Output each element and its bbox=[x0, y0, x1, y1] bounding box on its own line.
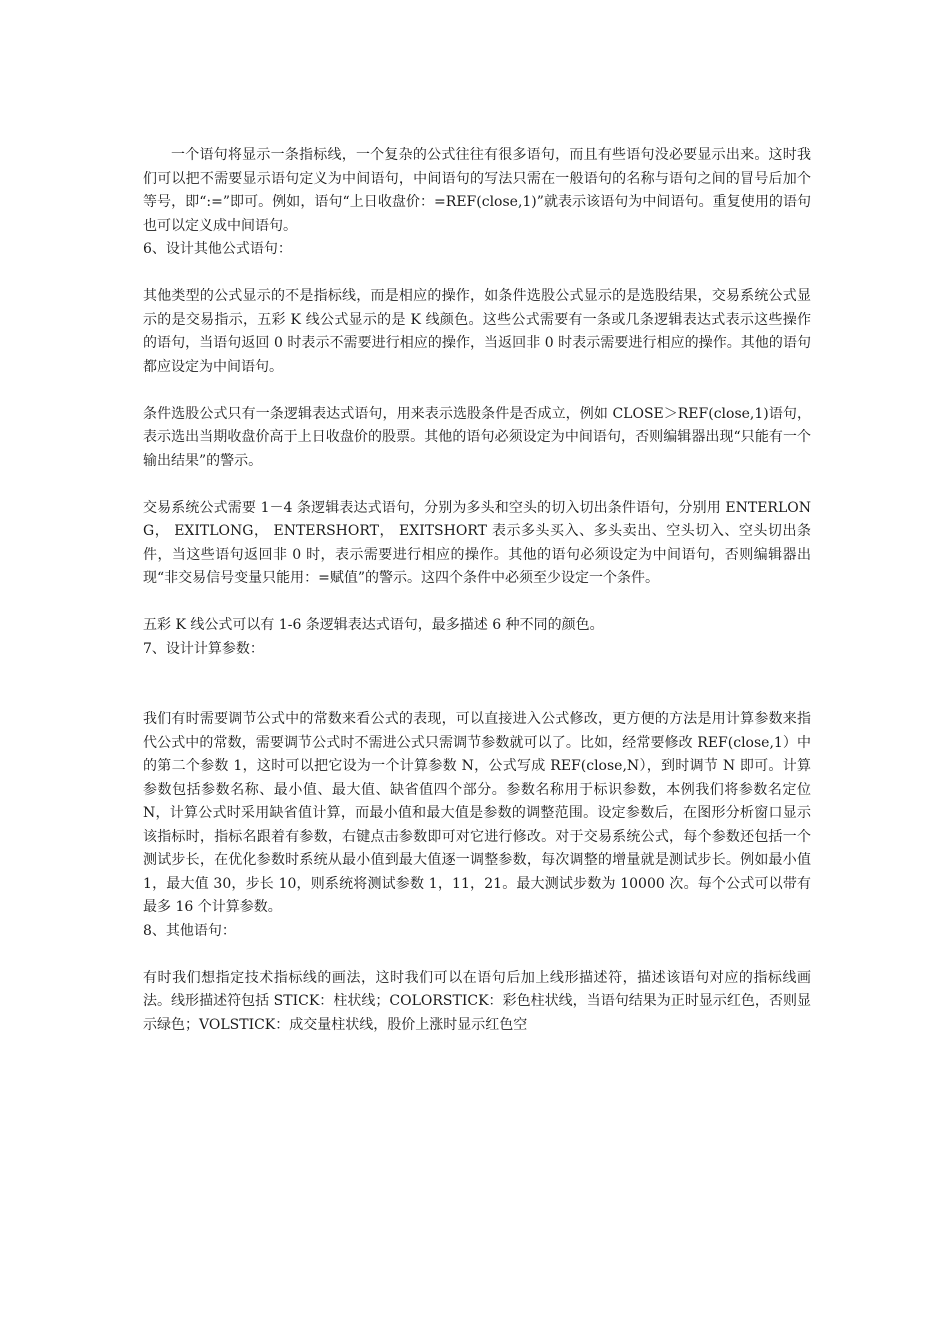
paragraph-stock-selection-formula: 条件选股公式只有一条逻辑表达式语句，用来表示选股条件是否成立，例如 CLOSE＞REF(close,1)语句，表示选出当期收盘价高于上日收盘价的股票。其他的语句必须设定为中间语句，否则编辑器出现“只能有一个输出结果”的警示。 bbox=[143, 405, 811, 469]
paragraph-colored-kline-formula: 五彩 K 线公式可以有 1-6 条逻辑表达式语句，最多描述 6 种不同的颜色。 bbox=[143, 617, 604, 633]
paragraph-calculation-parameters: 我们有时需要调节公式中的常数来看公式的表现，可以直接进入公式修改，更方便的方法是用计算参数来指代公式中的常数，需要调节公式时不需进公式只需调节参数就可以了。比如，经常要修改 REF(close,1）中的第二个参数 1，这时可以把它设为一个计算参数 N，公式写成 REF(close,N），到时调节 N 即可。计算参数包括参数名称、最小值、最大值、缺省值四个部分。参数名称用于标识参数，本例我们将参数名定位 N，计算公式时采用缺省值计算，而最小值和最大值是参数的调整范围。设定参数后，在图形分析窗口显示该指标时，指标名跟着有参数，右键点击参数即可对它进行修改。对于交易系统公式，每个参数还包括一个测试步长，在优化参数时系统从最小值到最大值逐一调整参数，每次调整的增量就是测试步长。例如最小值 1，最大值 30，步长 10，则系统将测试参数 1，11，21。最大测试步数为 10000 次。每个公式可以带有最多 16 个计算参数。 bbox=[143, 711, 811, 915]
section-heading-7: 7、设计计算参数： bbox=[143, 640, 264, 657]
paragraph-trading-system-formula: 交易系统公式需要 1－4 条逻辑表达式语句，分别为多头和空头的切入切出条件语句，分别用 ENTERLONG， EXITLONG， ENTERSHORT， EXITSHORT 表示多头买入、多头卖出、空头切入、空头切出条件，当这些语句返回非 0 时，表示需要进行相应的操作。其他的语句必须设定为中间语句，否则编辑器出现“非交易信号变量只能用：=赋值”的警示。这四个条件中必须至少设定一个条件。 bbox=[143, 499, 811, 586]
section-heading-6: 6、设计其他公式语句： bbox=[143, 241, 292, 257]
section-heading-8: 8、其他语句： bbox=[143, 922, 236, 939]
paragraph-intermediate-statements: 一个语句将显示一条指标线，一个复杂的公式往往有很多语句，而且有些语句没必要显示出来。这时我们可以把不需要显示语句定义为中间语句，中间语句的写法只需在一般语句的名称与语句之间的冒号后加个等号，即“:=”即可。例如，语句“上日收盘价：=REF(close,1)”就表示该语句为中间语句。重复使用的语句也可以定义成中间语句。 bbox=[143, 147, 811, 234]
paragraph-other-formula-statements: 其他类型的公式显示的不是指标线，而是相应的操作，如条件选股公式显示的是选股结果，交易系统公式显示的是交易指示，五彩 K 线公式显示的是 K 线颜色。这些公式需要有一条或几条逻辑表达式表示这些操作的语句，当语句返回 0 时表示不需要进行相应的操作，当返回非 0 时表示需要进行相应的操作。其他的语句都应设定为中间语句。 bbox=[143, 288, 811, 375]
document-page bbox=[143, 144, 811, 1037]
paragraph-line-descriptors: 有时我们想指定技术指标线的画法，这时我们可以在语句后加上线形描述符，描述该语句对应的指标线画法。线形描述符包括 STICK：柱状线；COLORSTICK：彩色柱状线，当语句结果为正时显示红色，否则显示绿色；VOLSTICK：成交量柱状线，股价上涨时显示红色空 bbox=[143, 969, 811, 1033]
